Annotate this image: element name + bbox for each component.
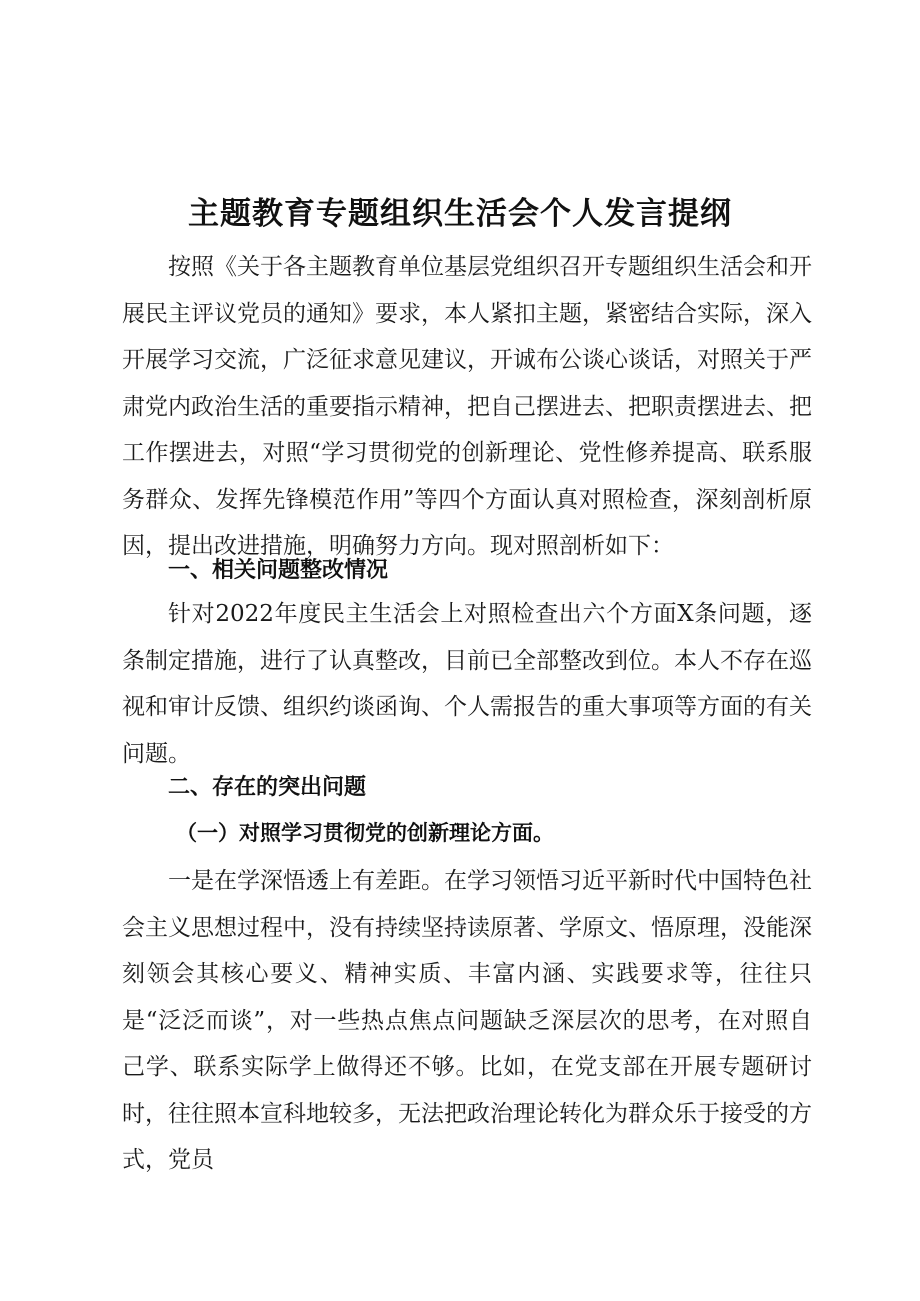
section-1-paragraph: 针对2022年度民主生活会上对照检查出六个方面X条问题，逐条制定措施，进行了认真整改，目前已全部整改到位。本人不存在巡视和审计反馈、组织约谈函询、个人需报告的重大事项等方面的有关问题。 [122,601,812,767]
section-2-paragraph: 一是在学深悟透上有差距。在学习领悟习近平新时代中国特色社会主义思想过程中，没有持续坚持读原著、学原文、悟原理，没能深刻领会其核心要义、精神实质、丰富内涵、实践要求等，往往只是“泛泛而谈”，对一些热点焦点问题缺乏深层次的思考，在对照自己学、联系实际学上做得还不够。比如，在党支部在开展专题研讨时，往往照本宣科地较多，无法把政治理论转化为群众乐于接受的方式，党员 [122,868,812,1173]
section-heading-1: 一、相关问题整改情况 [168,558,389,583]
document-title: 主题教育专题组织生活会个人发言提纲 [188,196,732,232]
section-heading-2: 二、存在的突出问题 [168,775,367,800]
subsection-heading-1: （一）对照学习贯彻党的创新理论方面。 [176,820,554,845]
intro-paragraph: 按照《关于各主题教育单位基层党组织召开专题组织生活会和开展民主评议党员的通知》要求，本人紧扣主题，紧密结合实际，深入开展学习交流，广泛征求意见建议，开诚布公谈心谈话，对照关于严肃党内政治生活的重要指示精神，把自己摆进去、把职责摆进去、把工作摆进去，对照“学习贯彻党的创新理论、党性修养提高、联系服务群众、发挥先锋模范作用”等四个方面认真对照检查，深刻剖析原因，提出改进措施，明确努力方向。现对照剖析如下： [122,254,812,559]
